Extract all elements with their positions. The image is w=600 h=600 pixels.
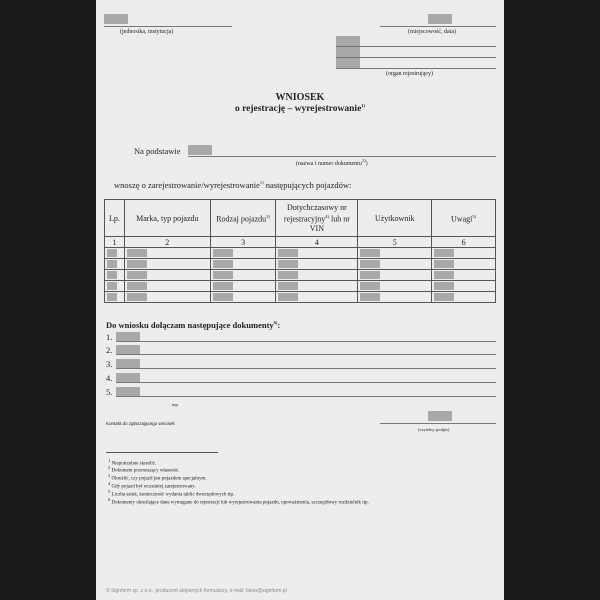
basis-label: Na podstawie	[134, 146, 181, 156]
attachments-heading-end: :	[277, 320, 281, 330]
attachment-line	[116, 396, 496, 397]
table-row[interactable]	[105, 248, 496, 259]
table-cell[interactable]	[210, 259, 276, 270]
institution-line	[104, 26, 232, 27]
stamp-label: mp.	[172, 402, 179, 407]
table-cell[interactable]	[432, 270, 496, 281]
table-cell[interactable]	[105, 281, 125, 292]
table-row[interactable]	[105, 270, 496, 281]
table-cell[interactable]	[276, 281, 358, 292]
table-cell[interactable]	[358, 248, 432, 259]
attachment-field-redacted[interactable]	[116, 332, 140, 341]
signature-field-redacted[interactable]	[428, 411, 452, 421]
table-cell[interactable]	[276, 270, 358, 281]
table-cell[interactable]	[105, 270, 125, 281]
col-number: 6	[432, 237, 496, 248]
signature-label: (czytelny podpis)	[418, 427, 450, 432]
table-cell[interactable]	[432, 259, 496, 270]
basis-caption-sup: 2)	[361, 158, 366, 163]
col-header-registration-text: Dotychczasowy nr rejestracyjny	[283, 203, 347, 224]
attachment-number: 4.	[106, 373, 113, 383]
footnote-number: 2	[108, 465, 111, 470]
attachments-heading-text: Do wniosku dołączam następujące dokumenty	[106, 320, 274, 330]
col-header-make	[124, 200, 210, 237]
place-date-line	[380, 26, 496, 27]
vehicles-table	[104, 199, 496, 303]
attachments-heading-sup: 6)	[273, 320, 278, 326]
footnote-number: 6	[108, 497, 111, 502]
signature-line	[380, 423, 496, 424]
col-header-notes-sup: 5)	[472, 214, 477, 220]
authority-label: (organ rejestrujący)	[386, 71, 434, 77]
col-number: 3	[210, 237, 276, 248]
table-cell[interactable]	[276, 259, 358, 270]
footnote-number: 5	[108, 489, 111, 494]
table-cell[interactable]	[210, 270, 276, 281]
table-cell[interactable]	[210, 248, 276, 259]
institution-field-redacted[interactable]	[104, 14, 128, 24]
attachments-heading	[106, 320, 280, 330]
table-cell[interactable]	[432, 281, 496, 292]
table-cell[interactable]	[276, 248, 358, 259]
col-number: 2	[124, 237, 210, 248]
table-cell[interactable]	[124, 292, 210, 303]
col-number: 1	[105, 237, 125, 248]
table-cell[interactable]	[358, 292, 432, 303]
footnote-text: Dokument przenoszący własność.	[111, 468, 180, 474]
form-title	[96, 92, 504, 103]
request-text-part1: wnoszę o zarejestrowanie/wyrejestrowanie	[114, 180, 260, 190]
footnote-number: 1	[108, 458, 111, 463]
request-text-part2: następujących pojazdów:	[263, 180, 352, 190]
basis-line	[188, 156, 496, 157]
col-header-lp-text: Lp.	[109, 213, 120, 223]
table-cell[interactable]	[358, 270, 432, 281]
col-header-registration	[276, 200, 358, 237]
table-cell[interactable]	[124, 259, 210, 270]
institution-label: (jednostka, instytucja)	[120, 29, 174, 35]
attachment-line	[116, 382, 496, 383]
footnote-text: Określić, czy pojazd jest pojazdem specjalnym.	[111, 476, 207, 482]
footnote-number: 4	[108, 481, 111, 486]
attachment-line	[116, 341, 496, 342]
attachment-number: 2.	[106, 345, 113, 355]
attachment-field-redacted[interactable]	[116, 373, 140, 382]
table-cell[interactable]	[124, 281, 210, 292]
basis-field-redacted[interactable]	[188, 145, 212, 155]
request-text	[114, 180, 351, 190]
col-header-user	[358, 200, 432, 237]
attachment-line	[116, 368, 496, 369]
table-cell[interactable]	[105, 248, 125, 259]
table-cell[interactable]	[124, 248, 210, 259]
place-date-label: (miejscowość, data)	[408, 29, 456, 35]
col-header-registration-text2: lub nr VIN	[309, 214, 350, 233]
form-subtitle	[96, 103, 504, 114]
col-header-registration-sup: 4)	[325, 214, 329, 220]
footnote-number: 3	[108, 473, 111, 478]
col-header-lp	[105, 200, 125, 237]
table-cell[interactable]	[210, 292, 276, 303]
contact-label: Kontakt do zgłaszającego wniosek	[106, 421, 175, 426]
footer-copyright: © Signform sp. z o.o., producent aktywnych formularzy, e-mail: biuro@signform.pl	[106, 588, 287, 594]
table-cell[interactable]	[432, 292, 496, 303]
footnote-text: Niepotrzebne skreślić.	[111, 461, 157, 467]
col-number: 5	[358, 237, 432, 248]
col-header-type	[210, 200, 276, 237]
place-date-field-redacted[interactable]	[428, 14, 452, 24]
table-cell[interactable]	[358, 281, 432, 292]
authority-line-1	[336, 46, 496, 47]
footnote-text: Liczba sztuk, konieczność wydania tablic dwurzędowych itp.	[111, 492, 235, 498]
attachment-field-redacted[interactable]	[116, 387, 140, 396]
request-text-sup: 1)	[259, 180, 264, 186]
table-cell[interactable]	[432, 248, 496, 259]
footnote-6	[108, 497, 369, 507]
form-title-line1: WNIOSEK	[275, 92, 325, 103]
basis-caption	[296, 158, 368, 167]
table-number-row	[105, 237, 496, 248]
footnote-text: Dokumenty określające dane wymagane do rejestracji lub wyrejestrowania pojazdu, upoważnienia, szczegółowy rozdzielnik itp.	[111, 500, 369, 506]
col-number: 4	[276, 237, 358, 248]
col-header-notes-text: Uwagi	[451, 214, 473, 224]
col-header-notes	[432, 200, 496, 237]
attachment-number: 1.	[106, 332, 113, 342]
table-cell[interactable]	[358, 259, 432, 270]
basis-caption-text: (nazwa i numer dokumentu	[296, 161, 362, 167]
form-page	[96, 0, 504, 600]
footnote-separator	[106, 452, 218, 453]
table-row[interactable]	[105, 292, 496, 303]
table-row[interactable]	[105, 281, 496, 292]
col-header-type-text: Rodzaj pojazdu	[216, 214, 267, 224]
table-cell[interactable]	[276, 292, 358, 303]
col-header-type-sup: 3)	[266, 214, 270, 220]
attachment-line	[116, 354, 496, 355]
table-row[interactable]	[105, 259, 496, 270]
table-cell[interactable]	[105, 259, 125, 270]
form-subtitle-sup: 1)	[361, 103, 366, 108]
table-header-row	[105, 200, 496, 237]
attachment-number: 5.	[106, 387, 113, 397]
authority-field-redacted[interactable]	[336, 36, 360, 68]
table-cell[interactable]	[210, 281, 276, 292]
table-cell[interactable]	[124, 270, 210, 281]
footnote-text: Gdy pojazd był wcześniej zarejestrowany.	[111, 484, 196, 490]
authority-line-2	[336, 57, 496, 58]
table-cell[interactable]	[105, 292, 125, 303]
attachment-field-redacted[interactable]	[116, 345, 140, 354]
form-subtitle-text: o rejestrację – wyrejestrowanie	[234, 104, 362, 115]
basis-caption-end: )	[365, 161, 368, 167]
authority-line-3	[336, 68, 496, 69]
attachment-number: 3.	[106, 359, 113, 369]
col-header-user-text: Użytkownik	[374, 213, 415, 223]
col-header-make-text: Marka, typ pojazdu	[136, 213, 199, 223]
attachment-field-redacted[interactable]	[116, 359, 140, 368]
